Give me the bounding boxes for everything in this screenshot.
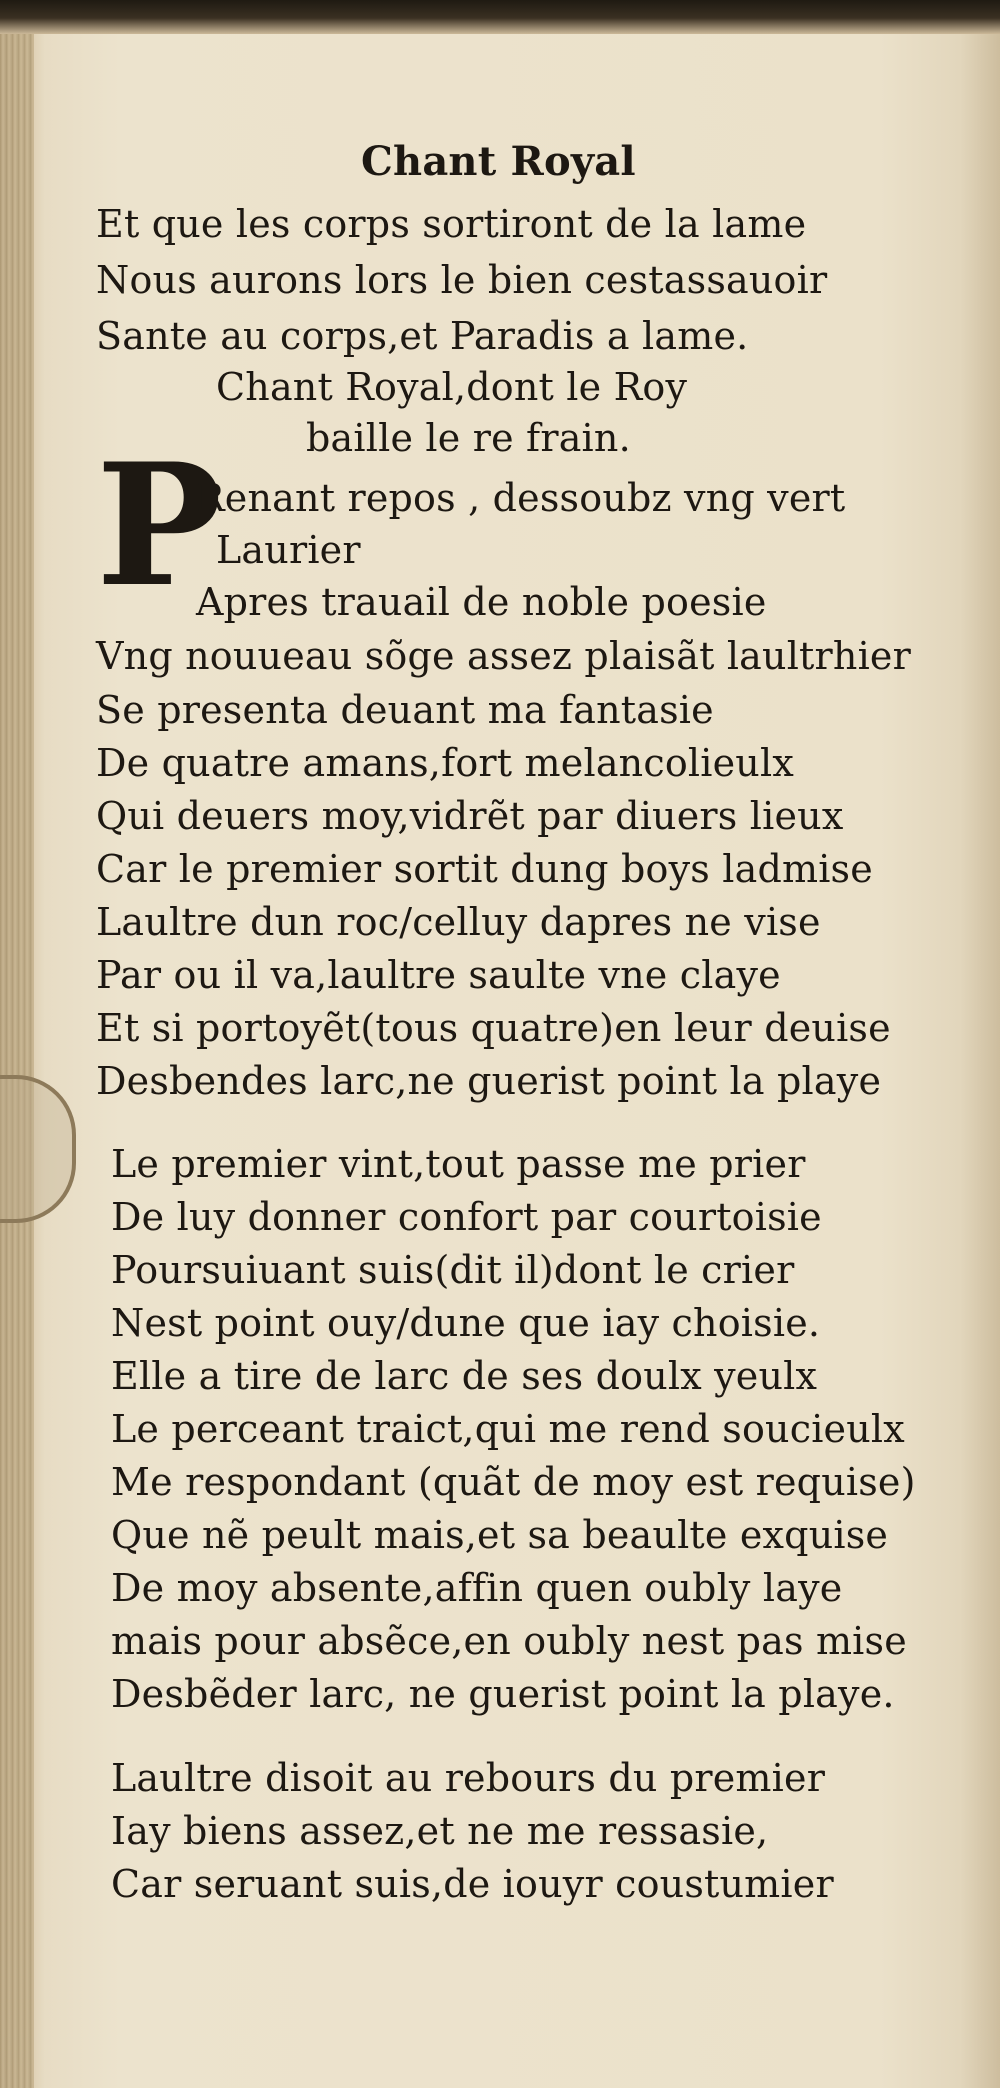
text-line: Laultre dun roc/celluy dapres ne vise	[96, 900, 821, 944]
book-clasp	[0, 1075, 76, 1223]
text-line: mais pour absẽce,en oubly nest pas mise	[111, 1619, 907, 1663]
text-line: Poursuiuant suis(dit il)dont le crier	[111, 1248, 795, 1292]
text-line: Chant Royal,dont le Roy	[216, 365, 688, 409]
text-line: Se presenta deuant ma fantasie	[96, 688, 714, 732]
text-line: Renant repos , dessoubz vng vert	[196, 476, 846, 520]
text-line: Et si portoyẽt(tous quatre)en leur deuise	[96, 1006, 891, 1050]
text-line: De moy absente,affin quen oubly laye	[111, 1566, 843, 1610]
text-line: Apres trauail de noble poesie	[196, 580, 767, 624]
text-line: Que nẽ peult mais,et sa beaulte exquise	[111, 1513, 889, 1557]
text-line: Car le premier sortit dung boys ladmise	[96, 847, 873, 891]
text-line: Nest point ouy/dune que iay choisie.	[111, 1301, 821, 1345]
text-line: Car seruant suis,de iouyr coustumier	[111, 1862, 834, 1906]
text-line: De quatre amans,fort melancolieulx	[96, 741, 794, 785]
text-line: Laurier	[216, 528, 361, 572]
text-line: Laultre disoit au rebours du premier	[111, 1756, 826, 1800]
text-line: Vng nouueau sõge assez plaisãt laultrhier	[96, 634, 911, 678]
running-head: Chant Royal	[361, 138, 636, 185]
text-line: Iay biens assez,et ne me ressasie,	[111, 1809, 769, 1853]
text-line: Et que les corps sortiront de la lame	[96, 202, 807, 246]
text-line: Sante au corps,et Paradis a lame.	[96, 314, 749, 358]
text-line: Desbendes larc,ne guerist point la playe	[96, 1059, 882, 1103]
page-top-edge	[0, 0, 1000, 34]
text-line: baille le re frain.	[306, 416, 631, 460]
text-line: De luy donner confort par courtoisie	[111, 1195, 822, 1239]
text-line: Le perceant traict,qui me rend soucieulx	[111, 1407, 905, 1451]
text-line: Qui deuers moy,vidrẽt par diuers lieux	[96, 794, 844, 838]
text-line: Nous aurons lors le bien cestassauoir	[96, 258, 828, 302]
text-line: Desbẽder larc, ne guerist point la playe.	[111, 1672, 895, 1716]
text-line: Par ou il va,laultre saulte vne claye	[96, 953, 781, 997]
text-line: Me respondant (quãt de moy est requise)	[111, 1460, 916, 1504]
text-line: Le premier vint,tout passe me prier	[111, 1142, 806, 1186]
drop-cap: P	[96, 426, 223, 624]
text-line: Elle a tire de larc de ses doulx yeulx	[111, 1354, 818, 1398]
page-gutter	[0, 34, 34, 2088]
